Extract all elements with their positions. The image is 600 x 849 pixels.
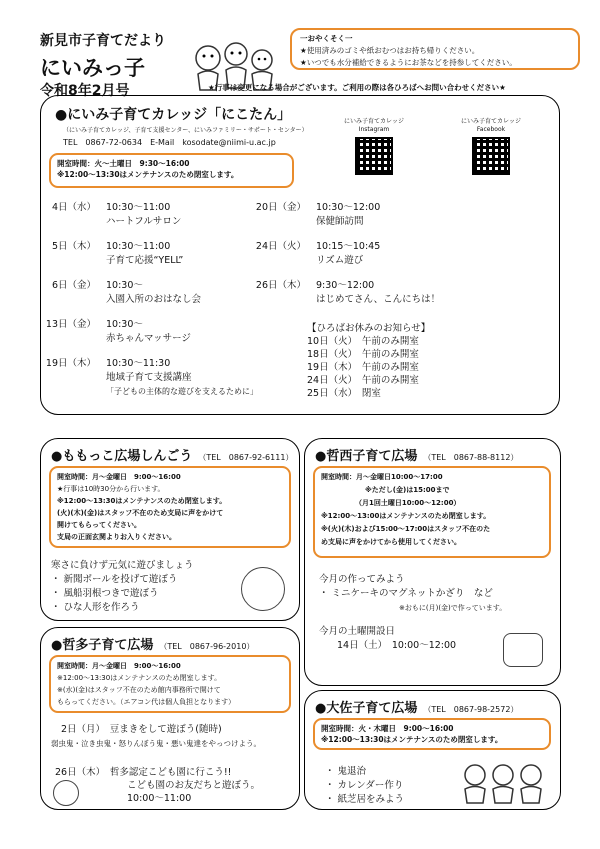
activity-item: ・ ひな人形を作ろう xyxy=(51,602,140,613)
closed-days xyxy=(307,322,430,400)
event-name: 入園入所のおはなし会 xyxy=(106,294,202,305)
saturday-date: 14日（土） 10:00～12:00 xyxy=(337,640,457,651)
schedule-change-note: ★行事は変更になる場合がございます。ご利用の際は各ひろばへお問い合わせください★ xyxy=(208,83,506,92)
hours-line: 開室時間：月～金曜日 9:00～16:00 xyxy=(57,662,181,670)
hours-line: 開室時間：月～金曜日10:00～17:00 xyxy=(321,473,443,481)
college-hours xyxy=(49,153,294,188)
event-date: 13日（金） xyxy=(45,319,96,330)
section-tel: （TEL 0867-92-6111） xyxy=(198,453,294,462)
closed-item: 24日（火） 午前のみ開室 xyxy=(307,375,419,386)
activity-item: ・ 鬼退治 xyxy=(325,766,367,777)
hours-line: ★行事は10時30分から行います。 xyxy=(57,485,165,493)
notice-item: ★いつでも水分補給できるようにお茶などを持参してください。 xyxy=(300,58,517,67)
closed-item: 18日（火） 午前のみ開室 xyxy=(307,349,419,360)
tetta-event-1: 2日（月） 豆まきをして遊ぼう(随時) xyxy=(61,724,222,735)
hours-line: 開けてもらってください。 xyxy=(57,521,141,529)
hours-line: ※(水)(金)はスタッフ不在のため館内事務所で開けて xyxy=(57,686,221,694)
osa-hours xyxy=(313,718,551,750)
event-name: ハートフルサロン xyxy=(106,216,182,227)
hours-line: もらってください。（エアコン代は個人負担となります） xyxy=(57,698,236,706)
event-time: 10:15～10:45 xyxy=(316,241,381,252)
hours-line: （月1回土曜日10:00～12:00） xyxy=(355,499,461,507)
event-item xyxy=(41,357,311,399)
event-name: 保健師訪問 xyxy=(316,216,364,227)
hours-line: 開室時間：月～金曜日 9:00～16:00 xyxy=(57,473,181,481)
hours-line: ※12:00～13:30はメンテナンスのため閉室します。 xyxy=(57,497,227,505)
event-date: 19日（木） xyxy=(45,358,96,369)
momokko-section xyxy=(40,438,300,621)
momokko-title xyxy=(51,445,293,464)
momokko-hours xyxy=(49,466,291,548)
osa-title xyxy=(315,697,518,716)
section-title: ●哲多子育て広場 xyxy=(51,638,154,653)
qr-label: にいみ子育てカレッジ xyxy=(344,118,404,125)
tetta-event-2-time: 10:00～11:00 xyxy=(127,793,192,804)
osa-section xyxy=(304,690,561,810)
event-date: 26日（木） xyxy=(255,280,306,291)
activity-item: ・ 新聞ボールを投げて遊ぼう xyxy=(51,574,178,585)
college-events-right xyxy=(251,201,551,318)
hours-line: め支局に声をかけてから使用してください。 xyxy=(321,538,461,546)
section-title: ●ももっこ広場しんごう xyxy=(51,449,193,464)
event-name: はじめてさん、こんにちは！ xyxy=(316,294,441,305)
activity-item: ・ 紙芝居をみよう xyxy=(325,794,405,805)
activity-note: ※おもに(月)(金)で作っています。 xyxy=(399,604,507,612)
instagram-qr[interactable] xyxy=(339,118,409,178)
section-tel: （TEL 0867-98-2572） xyxy=(423,705,519,714)
section-title: ●哲西子育て広場 xyxy=(315,449,418,464)
newsletter-series: 新見市子育てだより xyxy=(40,33,166,49)
event-item xyxy=(251,201,551,240)
hours-line: 支局の正面玄関よりお入りください。 xyxy=(57,533,176,541)
osa-activities xyxy=(325,765,404,807)
activity-item: 寒さに負けず元気に遊びましょう xyxy=(51,560,194,571)
activity-item: ・ 風船羽根つきで遊ぼう xyxy=(51,588,159,599)
event-date: 4日（水） xyxy=(51,202,96,213)
college-title: ●にいみ子育てカレッジ「にこたん」 xyxy=(55,107,292,123)
closed-item: 25日（水） 閉室 xyxy=(307,388,381,399)
closed-item: 19日（木） 午前のみ開室 xyxy=(307,362,419,373)
activity-item: ・ カレンダー作り xyxy=(325,780,404,791)
hours-line: ※12:00～13:30はメンテナンスのため閉室します。 xyxy=(57,170,239,179)
qr-code-icon xyxy=(355,137,393,175)
section-title: ●大佐子育て広場 xyxy=(315,701,418,716)
hours-line: ※12:00～13:00はメンテナンスのため閉室します。 xyxy=(321,512,491,520)
newsletter-issue: 令和8年2月号 xyxy=(40,83,130,99)
event-time: 10:30～ xyxy=(106,319,143,330)
event-time: 10:30～ xyxy=(106,280,143,291)
event-date: 20日（金） xyxy=(255,202,306,213)
tessei-activities xyxy=(319,573,506,653)
notice-box xyxy=(290,28,580,70)
hours-line: ※12:00～13:30はメンテナンスのため閉室します。 xyxy=(57,674,222,682)
section-tel: （TEL 0867-96-2010） xyxy=(159,642,255,651)
tessei-section xyxy=(304,438,561,686)
qr-label: Facebook xyxy=(476,126,506,133)
event-time: 9:30～12:00 xyxy=(316,280,375,291)
event-date: 24日（火） xyxy=(255,241,306,252)
event-name: リズム遊び xyxy=(316,255,364,266)
event-date: 6日（金） xyxy=(51,280,96,291)
hours-line: ※ただし(金)は15:00まで xyxy=(365,486,450,494)
event-subtitle: 「子どもの主体的な遊びを支えるために」 xyxy=(106,387,258,396)
activity-heading: 今月の作ってみよう xyxy=(319,574,405,585)
newsletter-title: にいみっ子 xyxy=(40,56,145,80)
momokko-activities xyxy=(51,559,194,615)
tetta-event-2-desc: こども園のお友だちと遊ぼう。 xyxy=(127,780,261,791)
tessei-title xyxy=(315,445,518,464)
saturday-heading: 今月の土曜開設日 xyxy=(319,626,396,637)
event-item xyxy=(251,240,551,279)
hours-line: 開室時間：火～土曜日 9:30～16:00 xyxy=(57,159,190,168)
oni-illustration xyxy=(53,780,79,806)
event-item xyxy=(41,318,311,357)
event-name: 地域子育て支援講座 xyxy=(106,372,192,383)
college-contact: TEL 0867-72-0634 E-Mail kosodate@niimi-u.ac.jp xyxy=(63,138,276,147)
event-name: 赤ちゃんマッサージ xyxy=(106,333,191,344)
tetta-hours xyxy=(49,655,291,713)
event-date: 5日（木） xyxy=(51,241,96,252)
facebook-qr[interactable] xyxy=(451,118,531,178)
hours-line: (火)(木)(金)はスタッフ不在のため支局に声をかけて xyxy=(57,509,224,517)
event-time: 10:30～11:00 xyxy=(106,202,171,213)
college-section xyxy=(40,95,560,415)
tessei-hours xyxy=(313,466,551,558)
event-time: 10:30～11:30 xyxy=(106,358,171,369)
qr-label: Instagram xyxy=(358,126,390,133)
qr-label: にいみ子育てカレッジ xyxy=(461,118,521,125)
hours-line: ※(火)(木)および15:00～17:00はスタッフ不在のた xyxy=(321,525,491,533)
cake-illustration xyxy=(503,633,543,667)
college-note: （にいみ子育てカレッジ、子育て支援センター、にいみファミリー・サポート・センター） xyxy=(63,127,308,134)
event-time: 10:30～12:00 xyxy=(316,202,381,213)
section-tel: （TEL 0867-88-8112） xyxy=(423,453,519,462)
tetta-event-1-desc: 弱虫鬼・泣き虫鬼・怒りんぼう鬼・悪い鬼達をやっつけよう。 xyxy=(51,739,261,748)
tetta-section xyxy=(40,627,300,810)
event-item xyxy=(251,279,551,318)
event-time: 10:30～11:00 xyxy=(106,241,171,252)
notice-item: ★使用済みのゴミや紙おむつはお持ち帰りください。 xyxy=(300,46,480,55)
event-name: 子育て応援“YELL” xyxy=(106,255,184,266)
tetta-title xyxy=(51,634,254,653)
child-illustration xyxy=(241,567,285,611)
hours-line: 開室時間：火・木曜日 9:00～16:00 xyxy=(321,724,454,733)
closed-item: 10日（火） 午前のみ開室 xyxy=(307,336,419,347)
tetta-event-2: 26日（木） 哲多認定こども園に行こう!! xyxy=(55,767,232,778)
notice-title: 一おやくそく一 xyxy=(300,34,353,43)
hours-line: ※12:00～13:30はメンテナンスのため閉室します。 xyxy=(321,735,503,744)
qr-code-icon xyxy=(472,137,510,175)
children-illustration xyxy=(455,761,550,805)
closed-title: 【ひろばお休みのお知らせ】 xyxy=(307,323,431,334)
activity-item: ・ ミニケーキのマグネットかざり など xyxy=(319,588,493,599)
